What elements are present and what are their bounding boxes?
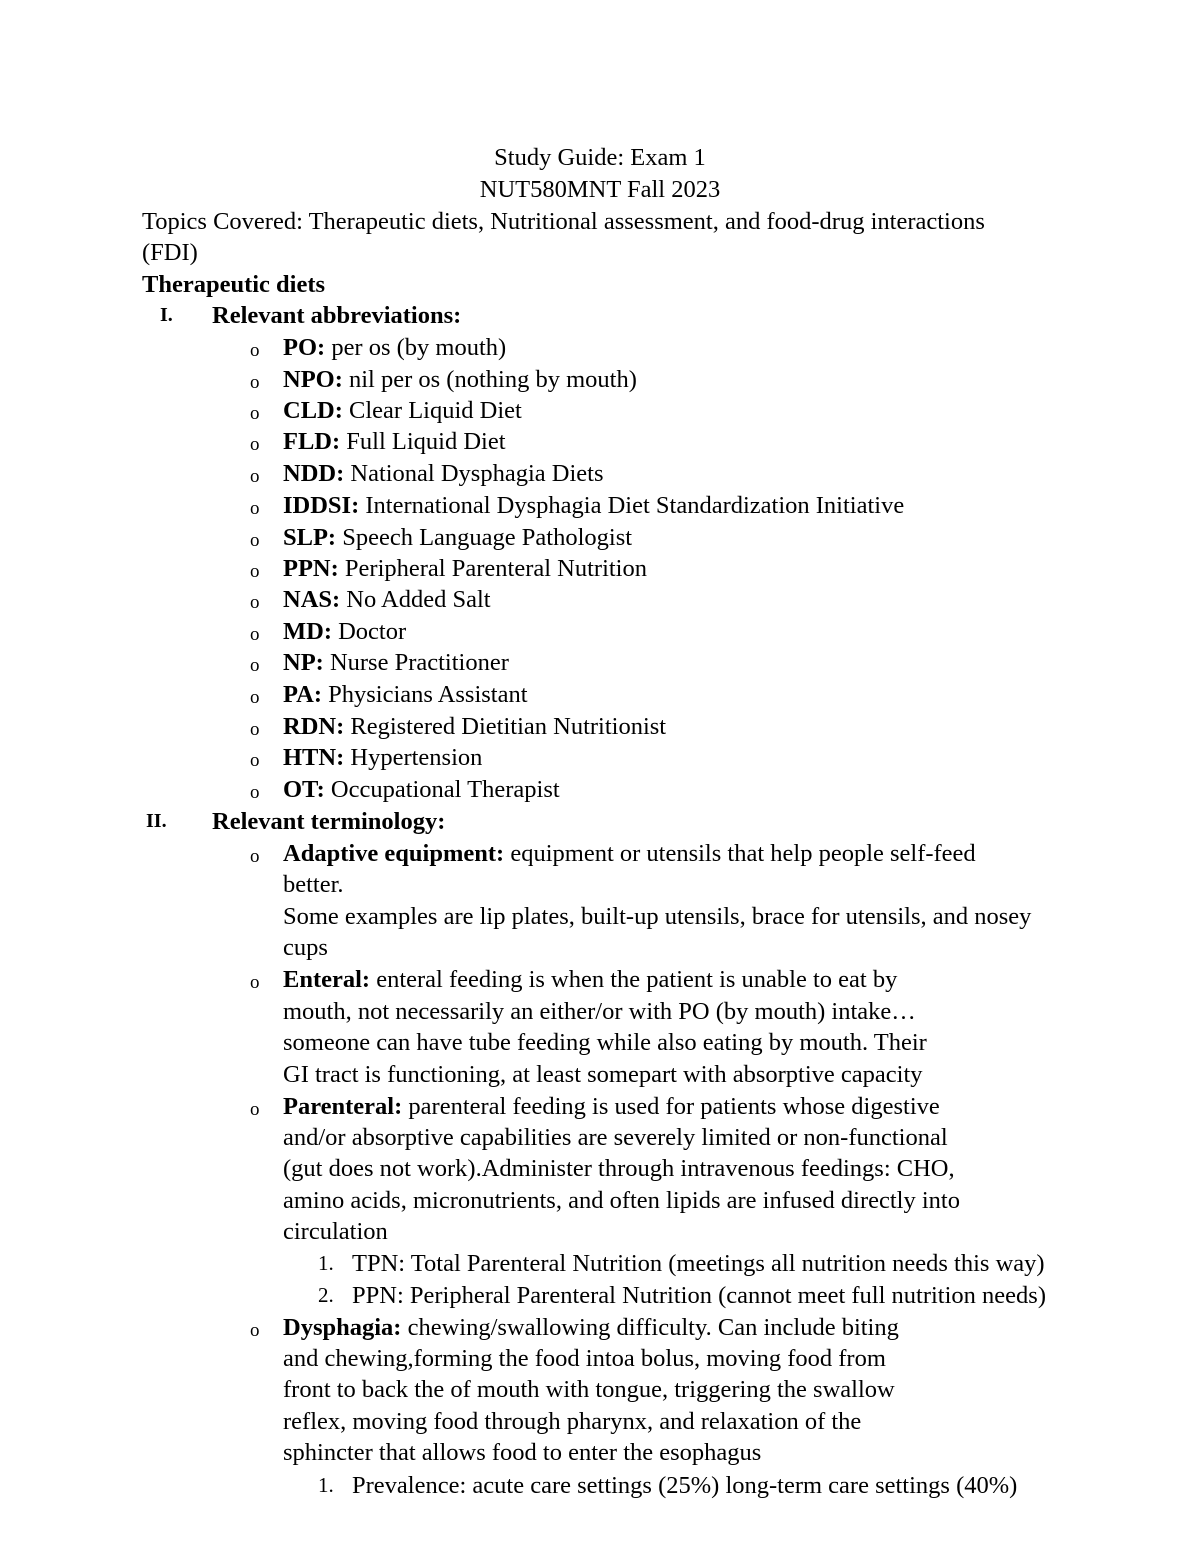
bullet-icon: o (250, 719, 260, 740)
abbrev-term: OT: (283, 776, 325, 803)
term-text: circulation (283, 1218, 388, 1245)
abbrev-def: Nurse Practitioner (323, 649, 509, 676)
abbrev-term: PO: (283, 334, 326, 361)
bullet-icon: o (250, 372, 260, 393)
bullet-icon: o (250, 972, 260, 993)
section-heading: Therapeutic diets (142, 271, 326, 298)
bullet-icon: o (250, 498, 260, 519)
sub-item-number: 1. (318, 1473, 334, 1497)
abbrev-term: NDD: (283, 460, 345, 487)
abbrev-def: Doctor (331, 618, 407, 645)
abbrev-def: nil per os (nothing by mouth) (342, 366, 637, 393)
term-text: GI tract is functioning, at least somepart with absorptive capacity (283, 1061, 923, 1088)
abbrev-item (283, 426, 506, 457)
term-label: Parenteral: (283, 1093, 403, 1120)
sub-item-text: PPN: Peripheral Parenteral Nutrition (cannot meet full nutrition needs) (352, 1282, 1046, 1309)
term-text: (gut does not work).Administer through intravenous feedings: CHO, (283, 1155, 955, 1182)
term-text: Some examples are lip plates, built-up utensils, brace for utensils, and nosey (283, 903, 1032, 930)
term-text: equipment or utensils that help people self-feed (504, 840, 976, 867)
term-text: cups (283, 934, 328, 961)
bullet-icon: o (250, 750, 260, 771)
abbrev-term: PA: (283, 681, 322, 708)
bullet-icon: o (250, 624, 260, 645)
part2-numeral: II. (146, 810, 167, 832)
abbrev-term: NAS: (283, 586, 341, 613)
abbrev-def: Registered Dietitian Nutritionist (344, 713, 667, 740)
term-dysphagia-line (283, 1312, 899, 1343)
abbrev-def: Peripheral Parenteral Nutrition (338, 555, 647, 582)
abbrev-def: Speech Language Pathologist (336, 524, 633, 551)
abbrev-item (283, 711, 666, 742)
abbrev-term: HTN: (283, 744, 345, 771)
abbrev-def: Hypertension (344, 744, 483, 771)
term-label: Enteral: (283, 966, 371, 993)
term-text: chewing/swallowing difficulty. Can include biting (401, 1314, 899, 1341)
abbrev-term: IDDSI: (283, 492, 360, 519)
abbrev-def: National Dysphagia Diets (344, 460, 604, 487)
term-text: front to back the of mouth with tongue, triggering the swallow (283, 1376, 895, 1403)
bullet-icon: o (250, 434, 260, 455)
abbrev-def: No Added Salt (340, 586, 491, 613)
abbrev-term: SLP: (283, 524, 337, 551)
sub-item-text: TPN: Total Parenteral Nutrition (meetings all nutrition needs this way) (352, 1250, 1045, 1277)
term-label: Adaptive equipment: (283, 840, 505, 867)
topics-line-continued: (FDI) (142, 239, 198, 266)
abbrev-term: CLD: (283, 397, 343, 424)
bullet-icon: o (250, 846, 260, 867)
abbrev-item (283, 553, 647, 584)
bullet-icon: o (250, 782, 260, 803)
abbrev-term: NPO: (283, 366, 343, 393)
abbrev-item (283, 584, 491, 615)
bullet-icon: o (250, 403, 260, 424)
term-text: amino acids, micronutrients, and often lipids are infused directly into (283, 1187, 960, 1214)
abbrev-item (283, 332, 506, 363)
term-adaptive-line (283, 838, 976, 869)
term-text: and chewing,forming the food intoa bolus, moving food from (283, 1345, 886, 1372)
abbrev-item (283, 679, 528, 710)
abbrev-term: FLD: (283, 428, 341, 455)
abbrev-term: RDN: (283, 713, 345, 740)
term-text: reflex, moving food through pharynx, and relaxation of the (283, 1408, 862, 1435)
bullet-icon: o (250, 466, 260, 487)
term-label: Dysphagia: (283, 1314, 402, 1341)
bullet-icon: o (250, 655, 260, 676)
term-enteral-line (283, 964, 897, 995)
abbrev-term: PPN: (283, 555, 339, 582)
bullet-icon: o (250, 1320, 260, 1341)
abbrev-item (283, 458, 604, 489)
abbrev-item (283, 647, 509, 678)
bullet-icon: o (250, 340, 260, 361)
term-text: and/or absorptive capabilities are severely limited or non-functional (283, 1124, 948, 1151)
bullet-icon: o (250, 530, 260, 551)
term-text: parenteral feeding is used for patients whose digestive (402, 1093, 940, 1120)
abbrev-def: per os (by mouth) (325, 334, 507, 361)
topics-line: Topics Covered: Therapeutic diets, Nutritional assessment, and food-drug interactions (142, 208, 985, 235)
term-text: mouth, not necessarily an either/or with PO (by mouth) intake… (283, 998, 916, 1025)
term-text: someone can have tube feeding while also eating by mouth. Their (283, 1029, 927, 1056)
term-parenteral-line (283, 1091, 940, 1122)
abbrev-item (283, 616, 406, 647)
abbrev-term: MD: (283, 618, 332, 645)
bullet-icon: o (250, 687, 260, 708)
abbrev-item (283, 742, 482, 773)
bullet-icon: o (250, 592, 260, 613)
abbrev-def: Clear Liquid Diet (342, 397, 522, 424)
abbrev-def: Physicians Assistant (322, 681, 528, 708)
abbrev-def: Occupational Therapist (324, 776, 560, 803)
bullet-icon: o (250, 1099, 260, 1120)
term-text: better. (283, 871, 344, 898)
abbrev-def: International Dysphagia Diet Standardization Initiative (359, 492, 905, 519)
abbrev-item (283, 364, 637, 395)
course-code: NUT580MNT Fall 2023 (479, 176, 721, 203)
term-text: enteral feeding is when the patient is unable to eat by (370, 966, 898, 993)
abbrev-def: Full Liquid Diet (340, 428, 506, 455)
abbrev-term: NP: (283, 649, 324, 676)
abbrev-item (283, 490, 904, 521)
abbrev-item (283, 522, 632, 553)
part1-numeral: I. (160, 304, 173, 326)
abbrev-item (283, 395, 522, 426)
abbrev-item (283, 774, 560, 805)
part2-heading: Relevant terminology: (212, 808, 446, 835)
sub-item-number: 1. (318, 1251, 334, 1275)
bullet-icon: o (250, 561, 260, 582)
part1-heading: Relevant abbreviations: (212, 302, 462, 329)
term-text: sphincter that allows food to enter the esophagus (283, 1439, 762, 1466)
document-title: Study Guide: Exam 1 (494, 144, 706, 171)
sub-item-number: 2. (318, 1283, 334, 1307)
sub-item-text: Prevalence: acute care settings (25%) long-term care settings (40%) (352, 1472, 1018, 1499)
